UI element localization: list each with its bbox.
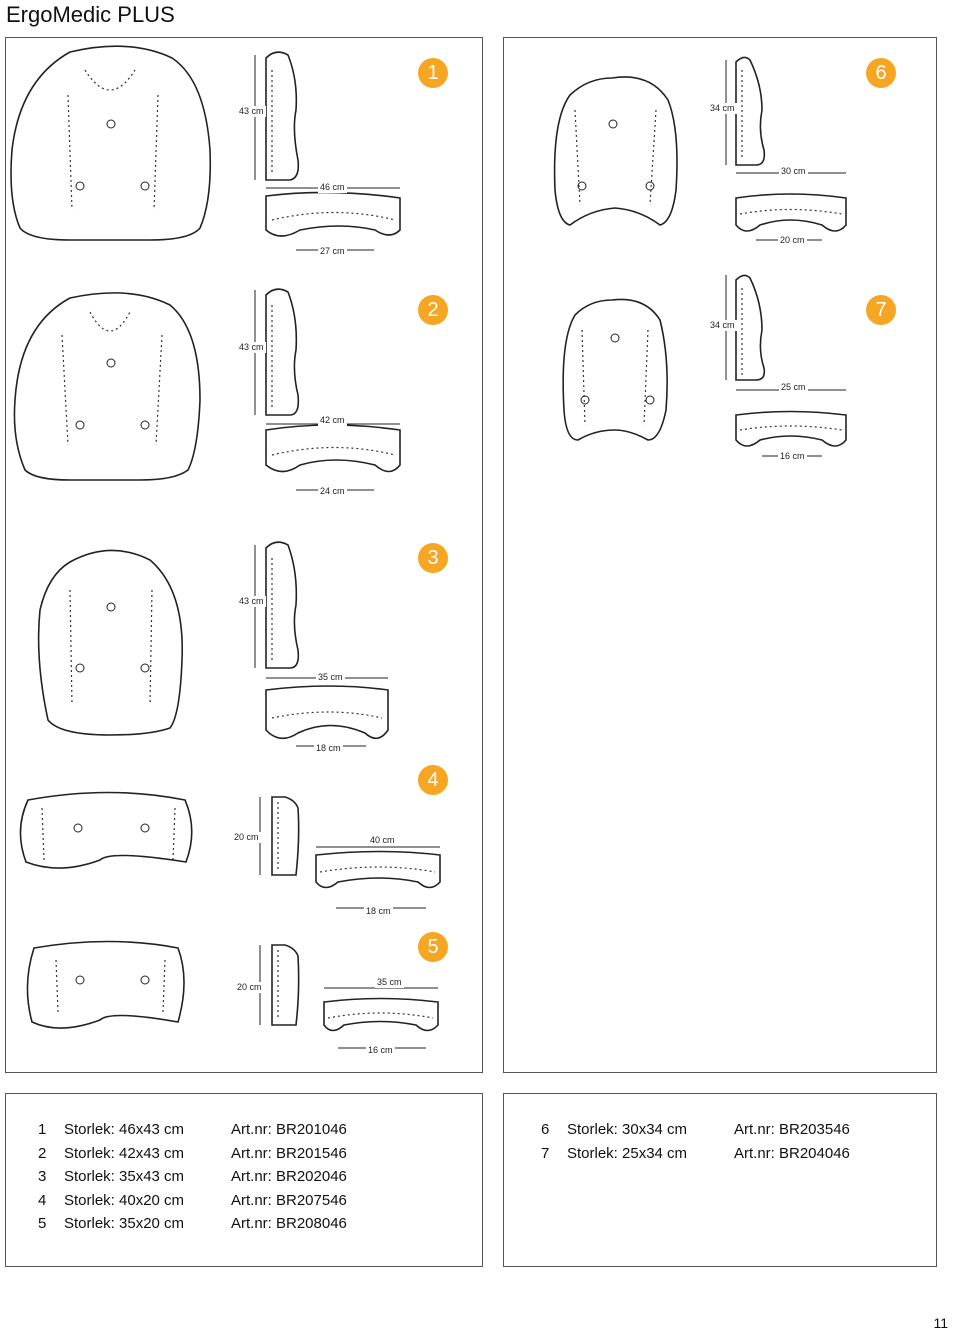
product-4-width: 40 cm [370,835,395,845]
product-6-height: 34 cm [710,103,735,113]
legend-number: 4 [38,1191,47,1209]
legend-article: Art.nr: BR203546 [734,1121,850,1138]
product-1-badge: 1 [418,58,448,88]
legend-size: Storlek: 30x34 cm [567,1121,688,1138]
legend-number: 6 [541,1121,550,1138]
legend-size: Storlek: 40x20 cm [64,1191,185,1209]
product-7-badge: 7 [866,295,896,325]
product-5-badge: 5 [418,932,448,962]
product-2-width: 42 cm [320,415,345,425]
legend-number: 7 [541,1144,550,1162]
legend-size: Storlek: 35x20 cm [64,1215,185,1232]
legend-row [38,1118,347,1142]
product-7-inner: 16 cm [780,451,805,461]
legend-right [541,1118,850,1165]
product-3-width: 35 cm [318,672,343,682]
legend-left [38,1118,347,1236]
legend-number: 3 [38,1168,47,1185]
legend-article: Art.nr: BR204046 [734,1144,850,1162]
legend-row [541,1118,850,1142]
legend-row [38,1189,347,1213]
product-6-badge: 6 [866,58,896,88]
product-5-inner: 16 cm [368,1045,393,1055]
product-2-inner: 24 cm [320,486,345,496]
legend-size: Storlek: 35x43 cm [64,1168,185,1185]
legend-article: Art.nr: BR201046 [231,1121,347,1138]
legend-article: Art.nr: BR201546 [231,1144,347,1162]
legend-article: Art.nr: BR207546 [231,1191,347,1209]
legend-number: 2 [38,1144,47,1162]
product-3-inner: 18 cm [316,743,341,753]
product-7-height: 34 cm [710,320,735,330]
product-6-inner: 20 cm [780,235,805,245]
product-7-width: 25 cm [781,382,806,392]
page-title: ErgoMedic PLUS [6,2,175,27]
product-5-width: 35 cm [377,977,402,987]
product-3-height: 43 cm [239,596,264,606]
product-6-width: 30 cm [781,166,806,176]
legend-row [38,1165,347,1189]
legend-size: Storlek: 42x43 cm [64,1144,185,1162]
legend-size: Storlek: 46x43 cm [64,1121,185,1138]
page-number: 11 [933,1315,948,1331]
product-1-inner: 27 cm [320,246,345,256]
legend-article: Art.nr: BR208046 [231,1215,347,1232]
product-1-height: 43 cm [239,106,264,116]
product-4-height: 20 cm [234,832,259,842]
product-4-inner: 18 cm [366,906,391,916]
legend-size: Storlek: 25x34 cm [567,1144,688,1162]
legend-number: 1 [38,1121,47,1138]
product-2-badge: 2 [418,295,448,325]
product-4-badge: 4 [418,765,448,795]
product-5-height: 20 cm [237,982,262,992]
legend-article: Art.nr: BR202046 [231,1168,347,1185]
legend-row [38,1142,347,1166]
product-3-badge: 3 [418,543,448,573]
product-2-height: 43 cm [239,342,264,352]
legend-number: 5 [38,1215,47,1232]
legend-row [38,1212,347,1236]
legend-row [541,1142,850,1166]
product-1-width: 46 cm [320,182,345,192]
